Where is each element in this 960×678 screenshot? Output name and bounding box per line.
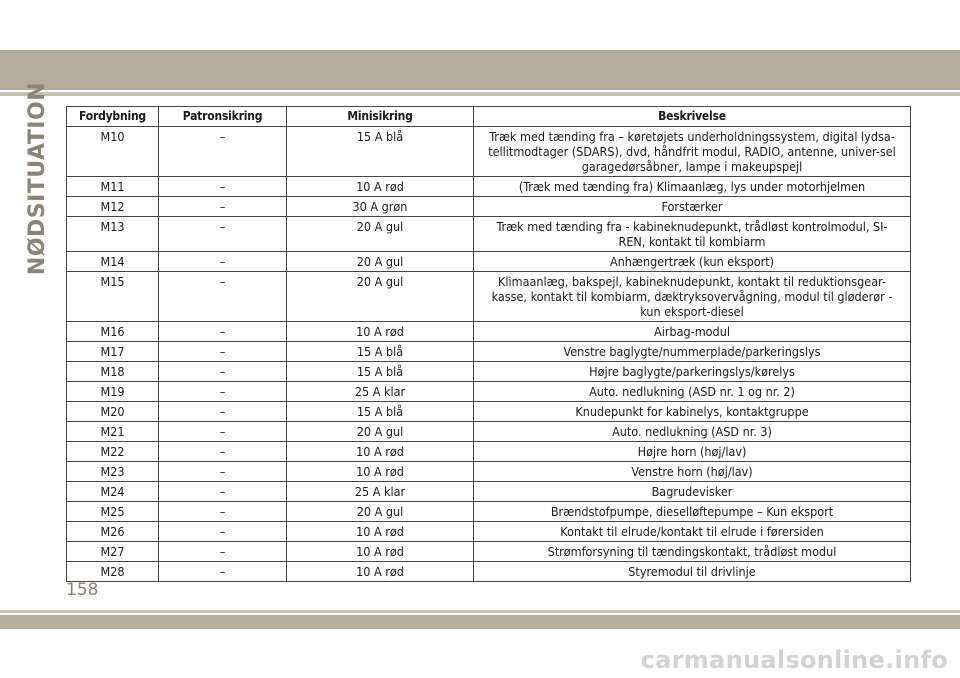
- cell-cavity: M27: [67, 542, 159, 562]
- cell-description: Strømforsyning til tændingskontakt, trådløst modul: [474, 542, 911, 562]
- cell-mini-fuse: 20 A gul: [287, 272, 474, 322]
- column-header-description: Beskrivelse: [474, 107, 911, 127]
- cell-cavity: M11: [67, 177, 159, 197]
- cell-cavity: M21: [67, 422, 159, 442]
- cell-cartridge-fuse: –: [159, 322, 287, 342]
- cell-cartridge-fuse: –: [159, 177, 287, 197]
- cell-cartridge-fuse: –: [159, 482, 287, 502]
- table-row: [67, 362, 911, 382]
- cell-mini-fuse: 25 A klar: [287, 482, 474, 502]
- cell-description: Auto. nedlukning (ASD nr. 3): [474, 422, 911, 442]
- table-row: [67, 342, 911, 362]
- cell-cavity: M13: [67, 217, 159, 252]
- cell-description: Bagrudevisker: [474, 482, 911, 502]
- cell-cartridge-fuse: –: [159, 127, 287, 177]
- cell-mini-fuse: 15 A blå: [287, 362, 474, 382]
- cell-cavity: M12: [67, 197, 159, 217]
- table-row: [67, 252, 911, 272]
- section-title-text: NØDSITUATION: [25, 81, 51, 275]
- cell-description: Forstærker: [474, 197, 911, 217]
- cell-cavity: M23: [67, 462, 159, 482]
- cell-mini-fuse: 20 A gul: [287, 422, 474, 442]
- cell-mini-fuse: 10 A rød: [287, 322, 474, 342]
- cell-cartridge-fuse: –: [159, 402, 287, 422]
- table-row: [67, 177, 911, 197]
- table-row: [67, 422, 911, 442]
- cell-description: Anhængertræk (kun eksport): [474, 252, 911, 272]
- cell-mini-fuse: 25 A klar: [287, 382, 474, 402]
- cell-mini-fuse: 10 A rød: [287, 442, 474, 462]
- footer-band: [0, 615, 960, 629]
- column-header-mini-fuse: Minisikring: [287, 107, 474, 127]
- cell-cartridge-fuse: –: [159, 217, 287, 252]
- cell-description: Brændstofpumpe, dieselløftepumpe – Kun eksport: [474, 502, 911, 522]
- cell-mini-fuse: 10 A rød: [287, 562, 474, 582]
- table-row: [67, 442, 911, 462]
- header-band: [0, 50, 960, 90]
- cell-cavity: M20: [67, 402, 159, 422]
- cell-cavity: M17: [67, 342, 159, 362]
- cell-description: Venstre horn (høj/lav): [474, 462, 911, 482]
- cell-mini-fuse: 20 A gul: [287, 217, 474, 252]
- cell-cartridge-fuse: –: [159, 522, 287, 542]
- cell-cartridge-fuse: –: [159, 502, 287, 522]
- table-row: [67, 542, 911, 562]
- cell-description: (Træk med tænding fra) Klimaanlæg, lys under motorhjelmen: [474, 177, 911, 197]
- table-row: [67, 382, 911, 402]
- cell-cavity: M28: [67, 562, 159, 582]
- cell-cavity: M15: [67, 272, 159, 322]
- cell-cavity: M22: [67, 442, 159, 462]
- cell-description: Knudepunkt for kabinelys, kontaktgruppe: [474, 402, 911, 422]
- cell-description: Højre baglygte/parkeringslys/kørelys: [474, 362, 911, 382]
- cell-cartridge-fuse: –: [159, 442, 287, 462]
- fuse-table: [66, 106, 911, 582]
- column-header-cartridge-fuse: Patronsikring: [159, 107, 287, 127]
- table-row: [67, 562, 911, 582]
- cell-cavity: M19: [67, 382, 159, 402]
- column-header-cavity: Fordybning: [67, 107, 159, 127]
- cell-mini-fuse: 20 A gul: [287, 502, 474, 522]
- cell-description: Træk med tænding fra – køretøjets underholdningssystem, digital lydsa-tellitmodtager (SDARS), dvd, håndfrit modul, RADIO, antenne, univer-sel garagedørsåbner, lampe i makeupspejl: [474, 127, 911, 177]
- cell-cartridge-fuse: –: [159, 272, 287, 322]
- cell-cartridge-fuse: –: [159, 542, 287, 562]
- cell-description: Højre horn (høj/lav): [474, 442, 911, 462]
- cell-cartridge-fuse: –: [159, 362, 287, 382]
- page-number: 158: [66, 580, 99, 600]
- cell-mini-fuse: 30 A grøn: [287, 197, 474, 217]
- footer-rule: [0, 610, 960, 613]
- cell-cavity: M16: [67, 322, 159, 342]
- table-header-row: [67, 107, 911, 127]
- cell-cartridge-fuse: –: [159, 252, 287, 272]
- cell-description: Auto. nedlukning (ASD nr. 1 og nr. 2): [474, 382, 911, 402]
- watermark-text: carmanualsonline.info: [640, 646, 948, 674]
- table-row: [67, 462, 911, 482]
- table-row: [67, 272, 911, 322]
- table-row: [67, 217, 911, 252]
- fuse-table-body: [67, 127, 911, 582]
- header-rule: [0, 92, 960, 96]
- section-title: [22, 81, 54, 275]
- table-row: [67, 502, 911, 522]
- cell-description: Venstre baglygte/nummerplade/parkeringslys: [474, 342, 911, 362]
- cell-cavity: M25: [67, 502, 159, 522]
- cell-cavity: M10: [67, 127, 159, 177]
- cell-cartridge-fuse: –: [159, 382, 287, 402]
- cell-mini-fuse: 15 A blå: [287, 342, 474, 362]
- cell-description: Styremodul til drivlinje: [474, 562, 911, 582]
- cell-description: Kontakt til elrude/kontakt til elrude i førersiden: [474, 522, 911, 542]
- cell-mini-fuse: 10 A rød: [287, 177, 474, 197]
- cell-mini-fuse: 10 A rød: [287, 522, 474, 542]
- cell-cavity: M26: [67, 522, 159, 542]
- cell-cartridge-fuse: –: [159, 197, 287, 217]
- cell-mini-fuse: 15 A blå: [287, 127, 474, 177]
- cell-cavity: M24: [67, 482, 159, 502]
- cell-cavity: M14: [67, 252, 159, 272]
- cell-mini-fuse: 10 A rød: [287, 462, 474, 482]
- table-row: [67, 482, 911, 502]
- cell-cavity: M18: [67, 362, 159, 382]
- fuse-table-container: [66, 106, 910, 582]
- cell-mini-fuse: 20 A gul: [287, 252, 474, 272]
- table-row: [67, 197, 911, 217]
- table-row: [67, 127, 911, 177]
- cell-mini-fuse: 10 A rød: [287, 542, 474, 562]
- table-row: [67, 322, 911, 342]
- cell-cartridge-fuse: –: [159, 422, 287, 442]
- table-row: [67, 402, 911, 422]
- table-row: [67, 522, 911, 542]
- cell-description: Træk med tænding fra - kabineknudepunkt, trådløst kontrolmodul, SI-REN, kontakt til kombiarm: [474, 217, 911, 252]
- cell-mini-fuse: 15 A blå: [287, 402, 474, 422]
- cell-cartridge-fuse: –: [159, 562, 287, 582]
- cell-description: Airbag-modul: [474, 322, 911, 342]
- cell-description: Klimaanlæg, bakspejl, kabineknudepunkt, kontakt til reduktionsgear-kasse, kontakt til kombiarm, dæktryksovervågning, modul til gløderør - kun eksport-diesel: [474, 272, 911, 322]
- cell-cartridge-fuse: –: [159, 342, 287, 362]
- cell-cartridge-fuse: –: [159, 462, 287, 482]
